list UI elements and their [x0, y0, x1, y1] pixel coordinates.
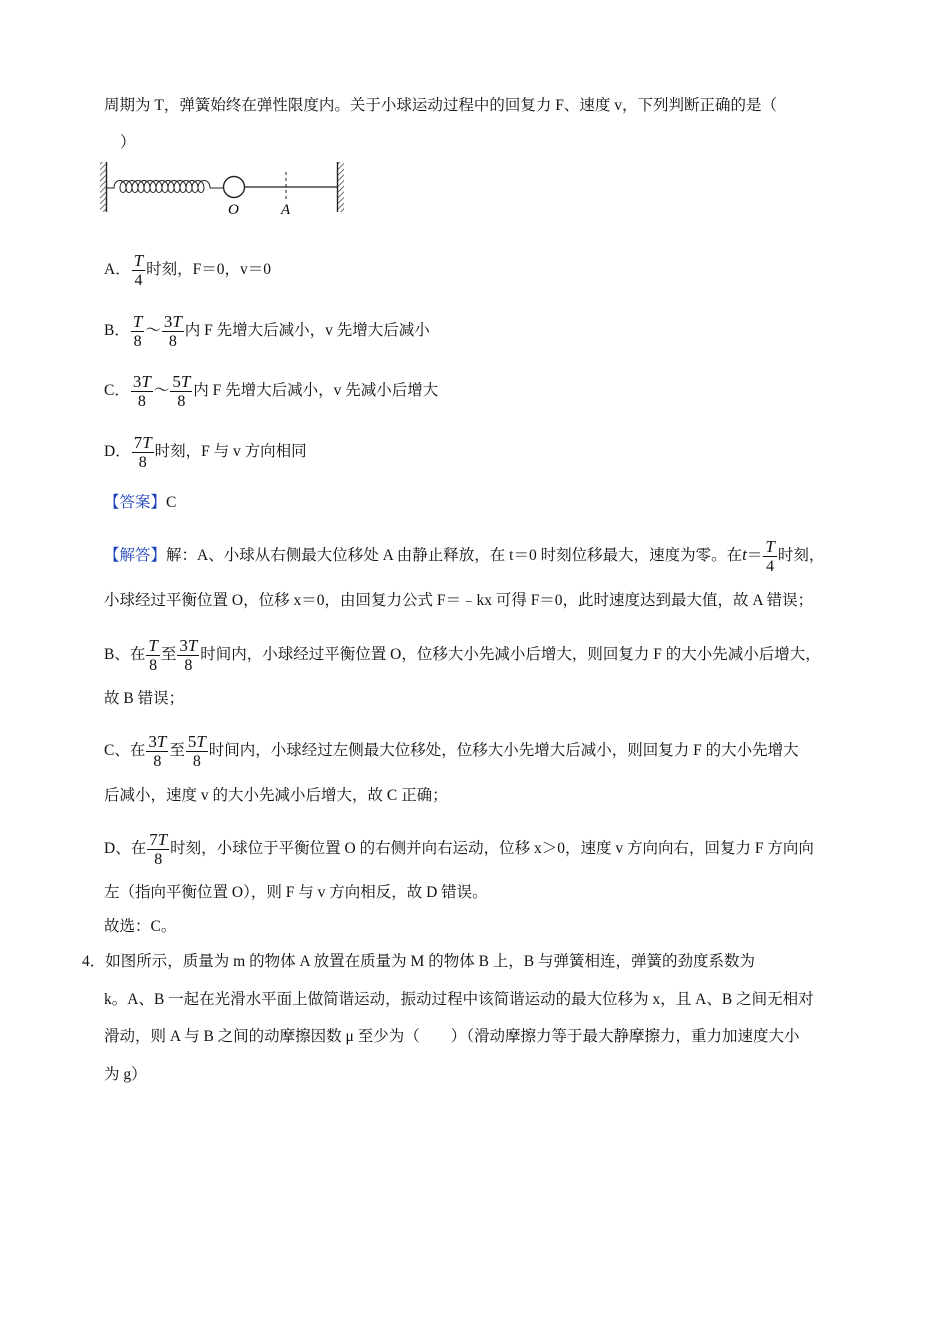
ball — [224, 177, 245, 198]
q4-line1: 4．如图所示，质量为 m 的物体 A 放置在质量为 M 的物体 B 上，B 与弹簧相连，弹簧的劲度系数为 — [82, 953, 755, 970]
right-wall — [338, 162, 344, 212]
fraction: $\frac{T}{8}$ — [148, 636, 158, 674]
analysis-line4: 故 B 错误； — [104, 690, 185, 707]
q3-stem-line2: ） — [120, 134, 136, 151]
fraction: $\frac{3T}{8}$ — [132, 372, 151, 410]
answer-line — [104, 492, 872, 514]
analysis-line7: D、在 $\frac{7T}{8}$ 时刻，小球位于平衡位置 O 的右侧并向右运动，位移 x＞0，速度 v 方向向右，回复力 F 方向向 — [104, 830, 814, 868]
q4-line3: 滑动，则 A 与 B 之间的动摩擦因数 μ 至少为（ ）（滑动摩擦力等于最大静摩擦力，重力加速度大小 — [104, 1028, 800, 1045]
option-c: C． $\frac{3T}{8}$ ～ $\frac{5T}{8}$ 内 F 先增大后减小，v 先减小后增大 — [104, 372, 439, 410]
option-d: D． $\frac{7T}{8}$ 时刻，F 与 v 方向相同 — [104, 433, 307, 471]
option-a: A． $\frac{T}{4}$ 时刻，F＝0，v＝0 — [104, 251, 272, 289]
spring — [107, 181, 225, 193]
fraction: $\frac{5T}{8}$ — [187, 732, 206, 770]
label-o: O — [228, 202, 239, 218]
option-b: B． $\frac{T}{8}$ ～ $\frac{3T}{8}$ 内 F 先增大后减小，v 先增大后减小 — [104, 312, 430, 350]
analysis-tag: 【解答】 — [104, 547, 167, 565]
fraction: $\frac{3T}{8}$ — [148, 732, 167, 770]
fraction: $\frac{T}{8}$ — [132, 312, 143, 350]
fraction: $\frac{T}{4}$ — [133, 251, 144, 289]
analysis-line1: 【解答】解：A、小球从右侧最大位移处 A 由静止释放，在 t＝0 时刻位移最大，速度为零。在t＝ $\frac{T}{4}$ 时刻， — [104, 537, 825, 575]
fraction: $\frac{T}{4}$ — [765, 537, 775, 575]
q4-line4: 为 g） — [104, 1066, 147, 1083]
analysis-line2: 小球经过平衡位置 O，位移 x＝0，由回复力公式 F＝﹣kx 可得 F＝0，此时速度达到最大值，故 A 错误； — [104, 592, 814, 609]
analysis-line3: B、在 $\frac{T}{8}$ 至 $\frac{3T}{8}$ 时间内，小球经过平衡位置 O，位移大小先减小后增大，则回复力 F 的大小先减小后增大， — [104, 636, 821, 674]
answer-tag: 【答案】 — [104, 494, 167, 511]
analysis-line9: 故选：C。 — [104, 918, 177, 935]
analysis-line5: C、在 $\frac{3T}{8}$ 至 $\frac{5T}{8}$ 时间内，小球经过左侧最大位移处，位移大小先增大后减小，则回复力 F 的大小先增大 — [104, 732, 799, 770]
analysis-line6: 后减小，速度 v 的大小先减小后增大，故 C 正确； — [104, 787, 448, 804]
q3-stem-line1: 周期为 T，弹簧始终在弹性限度内。关于小球运动过程中的回复力 F、速度 v，下列判断正确的是（ — [104, 97, 777, 114]
fraction: $\frac{7T}{8}$ — [133, 433, 152, 471]
q4-line2: k。A、B 一起在光滑水平面上做简谐运动，振动过程中该简谐运动的最大位移为 x，且 A、B 之间无相对 — [104, 991, 814, 1008]
spring-ball-figure — [100, 158, 350, 220]
answer-value: C — [166, 494, 177, 511]
label-a: A — [281, 202, 291, 218]
fraction: $\frac{7T}{8}$ — [149, 830, 168, 868]
fraction: $\frac{3T}{8}$ — [163, 312, 182, 350]
fraction: $\frac{3T}{8}$ — [179, 636, 198, 674]
q4-number: 4． — [82, 953, 106, 970]
analysis-line8: 左（指向平衡位置 O），则 F 与 v 方向相反，故 D 错误。 — [104, 884, 488, 901]
left-wall — [100, 162, 106, 212]
fraction: $\frac{5T}{8}$ — [172, 372, 191, 410]
